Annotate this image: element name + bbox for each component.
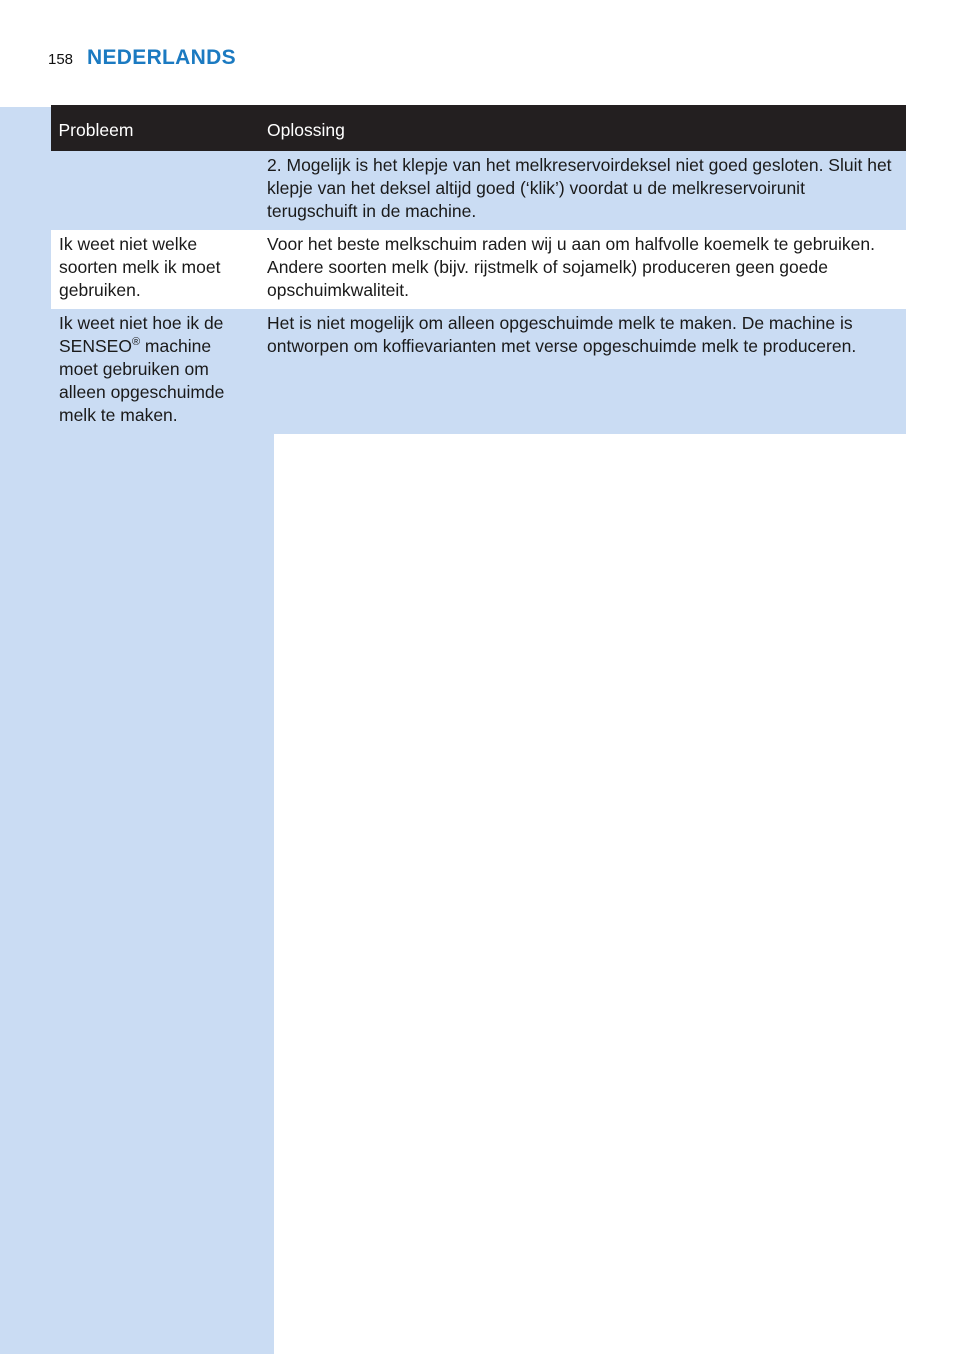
- solution-cell: Het is niet mogelijk om alleen opgeschuimde melk te maken. De machine is ontworpen om koffievarianten met verse opgeschuimde melk te produceren.: [252, 309, 905, 434]
- page-number: 158: [48, 51, 74, 68]
- table-row: [51, 309, 906, 434]
- registered-mark: ®: [131, 336, 141, 349]
- problem-text: Ik weet niet hoe ik de SENSEO: [59, 313, 224, 356]
- problem-cell: [51, 151, 253, 230]
- solution-cell: 2. Mogelijk is het klepje van het melkreservoirdeksel niet goed gesloten. Sluit het klepje van het deksel altijd goed (‘klik’) voordat u de melkreservoirunit terugschuift in de machine.: [252, 151, 905, 230]
- troubleshooting-table: [50, 105, 906, 434]
- problem-cell: Ik weet niet welke soorten melk ik moet gebruiken.: [51, 230, 253, 309]
- table-row: [51, 151, 906, 230]
- column-header-solution: Oplossing: [252, 105, 905, 151]
- section-title: NEDERLANDS: [87, 46, 236, 69]
- page-header: [48, 46, 236, 76]
- problem-text-continued: machine moet gebruiken om alleen opgeschuimde melk te maken.: [59, 336, 225, 425]
- problem-cell: [51, 309, 253, 434]
- solution-cell: Voor het beste melkschuim raden wij u aan om halfvolle koemelk te gebruiken. Andere soorten melk (bijv. rijstmelk of sojamelk) produceren geen goede opschuimkwaliteit.: [252, 230, 905, 309]
- column-header-problem: Probleem: [51, 105, 253, 151]
- table-row: [51, 230, 906, 309]
- table-header-row: [51, 105, 906, 151]
